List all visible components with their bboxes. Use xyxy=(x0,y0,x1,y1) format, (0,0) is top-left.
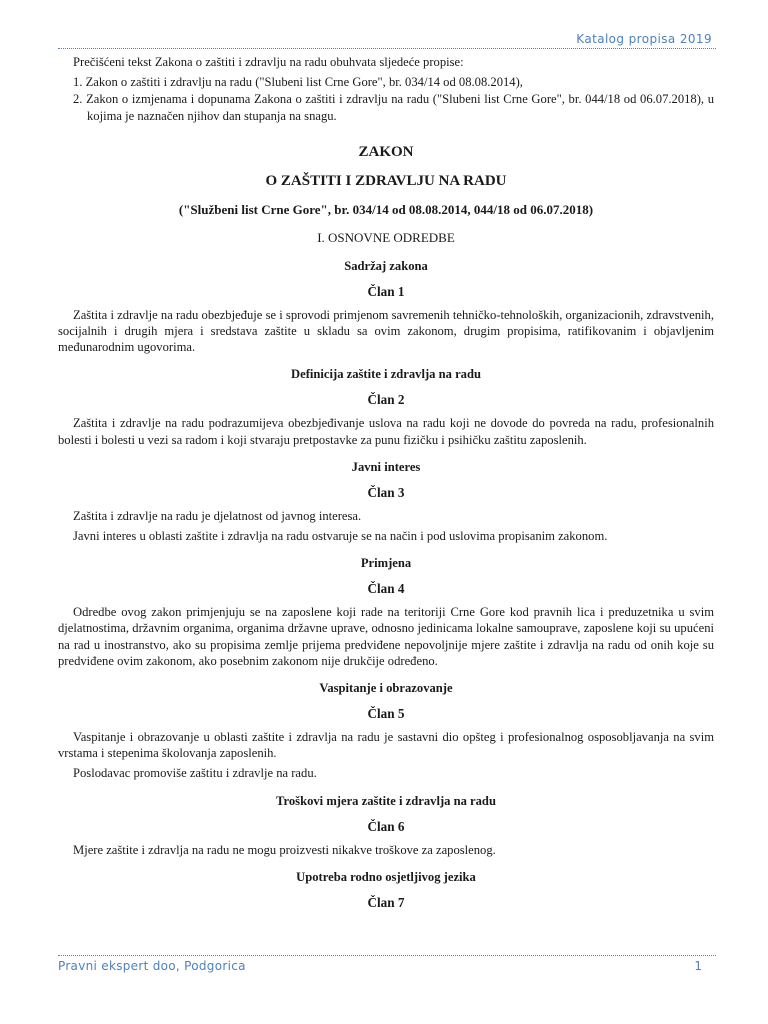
catalog-title: Katalog propisa 2019 xyxy=(576,32,712,46)
article-paragraph: Zaštita i zdravlje na radu obezbjeđuje se i sprovodi primjenom savremenih tehničko-tehnoloških, organizacionih, zdravstvenih, socijalnih i drugih mjera i sredstava zaštite u skladu sa ovim zakonom, drugim propisima, ratifikovanim i objavljenim međunarodnim ugovorima. xyxy=(58,307,714,355)
article-heading: Vaspitanje i obrazovanje xyxy=(319,681,453,696)
article-heading: Javni interes xyxy=(351,459,421,474)
article-paragraph: Mjere zaštite i zdravlja na radu ne mogu proizvesti nikakve troškove za zaposlenog. xyxy=(73,842,496,857)
article-number: Član 2 xyxy=(367,392,405,408)
footer-company: Pravni ekspert doo, Podgorica xyxy=(58,959,246,973)
intro-item: 1. Zakon o zaštiti i zdravlju na radu ("Slubeni list Crne Gore", br. 034/14 od 08.08.2014), xyxy=(73,75,523,90)
article-heading: Definicija zaštite i zdravlja na radu xyxy=(291,367,481,382)
article-paragraph: Odredbe ovog zakon primjenjuju se na zaposlene koji rade na teritoriji Crne Gore kod pravnih lica i preduzetnika u svim djelatnostima, državnim organima, organima državne uprave, odnosno jedinicama lokalne samouprave, zaposlene koji su upućeni na rad u inostranstvo, ako su propisima zemlje prijema predviđene nepovoljnije mjere zaštite i zdravlja na radu od onih koje su predviđene ovim zakonom, ako posebnim zakonom nije drukčije određeno. xyxy=(58,605,714,668)
article-heading: Sadržaj zakona xyxy=(344,258,428,273)
document-body xyxy=(58,54,714,918)
article-paragraph: Zaštita i zdravlje na radu podrazumijeva obezbjeđivanje uslova na radu koji ne dovode do povreda na radu, profesionalnih bolesti i bolesti u vezi sa radom i koji stvaraju pretpostavke za punu fizičku i psihičku zaštitu zaposlenih. xyxy=(58,416,714,447)
article-number: Član 6 xyxy=(367,818,405,834)
intro-item: 2. Zakon o izmjenama i dopunama Zakona o zaštiti i zdravlju na radu ("Slubeni list Crne Gore", br. 044/18 od 06.07.2018), u kojima je naznačen njihov dan stupanja na snagu. xyxy=(73,92,714,123)
article-heading: Primjena xyxy=(360,556,412,571)
article-heading: Troškovi mjera zaštite i zdravlja na radu xyxy=(276,793,496,808)
law-subtitle: O ZAŠTITI I ZDRAVLJU NA RADU xyxy=(265,172,507,189)
article-heading: Upotreba rodno osjetljivog jezika xyxy=(296,869,476,884)
law-title: ZAKON xyxy=(358,143,414,160)
intro-lead: Prečišćeni tekst Zakona o zaštiti i zdravlju na radu obuhvata sljedeće propise: xyxy=(73,55,464,69)
article-number: Član 5 xyxy=(367,706,405,722)
article-paragraph: Poslodavac promoviše zaštitu i zdravlje na radu. xyxy=(73,766,317,781)
page-header xyxy=(58,30,716,49)
page-footer xyxy=(58,955,716,976)
section-heading: I. OSNOVNE ODREDBE xyxy=(317,229,455,245)
article-number: Član 3 xyxy=(367,484,405,500)
page-number: 1 xyxy=(694,959,702,973)
article-number: Član 4 xyxy=(367,581,405,597)
article-paragraph: Vaspitanje i obrazovanje u oblasti zaštite i zdravlja na radu je sastavni dio opšteg i profesionalnog osposobljavanja na svim vrstama i stepenima školovanja zaposlenih. xyxy=(58,730,714,761)
article-paragraph: Javni interes u oblasti zaštite i zdravlja na radu ostvaruje se na način i pod uslovima propisanim zakonom. xyxy=(73,529,608,544)
gazette-reference: ("Službeni list Crne Gore", br. 034/14 od 08.08.2014, 044/18 od 06.07.2018) xyxy=(178,201,594,217)
article-paragraph: Zaštita i zdravlje na radu je djelatnost od javnog interesa. xyxy=(73,508,362,523)
article-number: Član 1 xyxy=(367,283,405,299)
article-number: Član 7 xyxy=(367,894,405,910)
